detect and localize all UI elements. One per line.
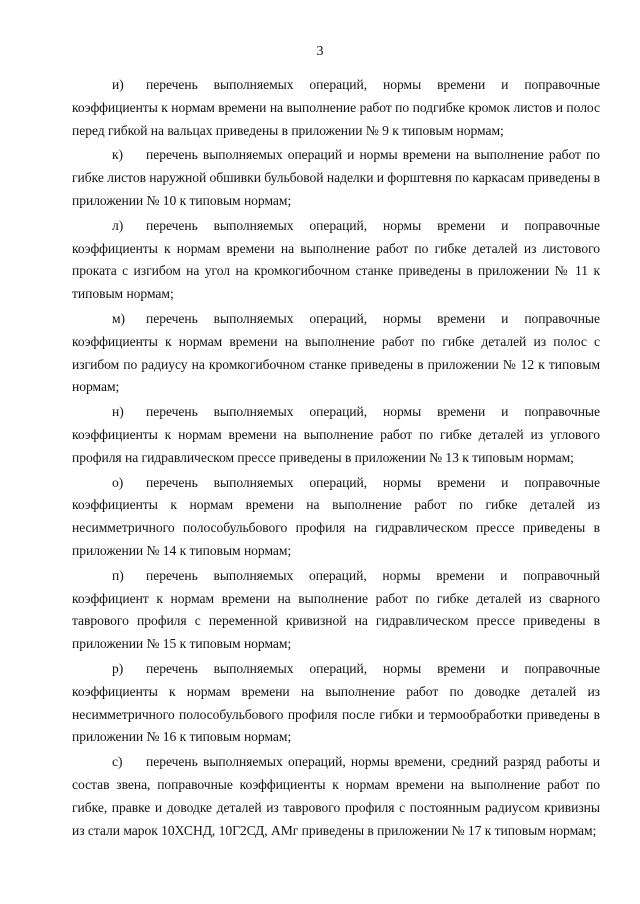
list-item <box>72 215 600 306</box>
list-item <box>72 472 600 563</box>
item-letter: п) <box>112 567 124 583</box>
list-item <box>72 74 600 142</box>
list-item <box>72 144 600 212</box>
item-letter: о) <box>112 474 124 490</box>
item-text: перечень выполняемых операций, нормы времени и поправочные коэффициенты к нормам времени на выполнение работ по гибке деталей из листового проката с изгибом на угол на кромкогибочном станке приведены в приложении № 11 к типовым нормам; <box>72 217 600 302</box>
item-letter: и) <box>112 77 124 92</box>
list-item <box>72 308 600 399</box>
item-letter: к) <box>112 147 124 163</box>
item-letter: м) <box>112 310 126 326</box>
page-number: 3 <box>316 44 324 59</box>
item-letter: н) <box>112 404 124 420</box>
list-item <box>72 401 600 469</box>
item-text: перечень выполняемых операций, нормы времени, средний разряд работы и состав звена, поправочные коэффициенты к нормам времени на выполнение работ по гибке, правке и доводке деталей из таврового профиля с постоянным радиусом кривизны из стали марок 10ХСНД, 10Г2СД, АМг приведены в приложении № 17 к типовым нормам; <box>72 754 600 838</box>
item-text: перечень выполняемых операций, нормы времени и поправочные коэффициенты к нормам времени на выполнение работ по гибке деталей из несимметричного полособульбового профиля на гидравлическом прессе приведены в приложении № 14 к типовым нормам; <box>72 474 600 558</box>
item-text: перечень выполняемых операций, нормы времени и поправочные коэффициенты к нормам времени на выполнение работ по подгибке кромок листов и полос перед гибкой на вальцах приведены в приложении № 9 к типовым нормам; <box>72 77 600 138</box>
item-text: перечень выполняемых операций, нормы времени и поправочный коэффициент к нормам времени на выполнение работ по гибке деталей из сварного таврового профиля с переменной кривизной на гидравлическом прессе приведены в приложении № 15 к типовым нормам; <box>72 567 600 652</box>
item-text: перечень выполняемых операций и нормы времени на выполнение работ по гибке листов наружной обшивки бульбовой наделки и форштевня по каркасам приведены в приложении № 10 к типовым нормам; <box>72 147 600 208</box>
item-text: перечень выполняемых операций, нормы времени и поправочные коэффициенты к нормам времени на выполнение работ по гибке деталей из углового профиля на гидравлическом прессе приведены в приложении № 13 к типовым нормам; <box>72 404 600 465</box>
list-item <box>72 658 600 749</box>
list-item <box>72 751 600 842</box>
item-letter: с) <box>112 754 123 770</box>
item-text: перечень выполняемых операций, нормы времени и поправочные коэффициенты к нормам времени на выполнение работ по доводке деталей из несимметричного полособульбового профиля после гибки и термообработки приведены в приложении № 16 к типовым нормам; <box>72 660 600 745</box>
item-letter: л) <box>112 217 124 233</box>
document-body <box>72 74 600 844</box>
list-item <box>72 565 600 656</box>
item-letter: р) <box>112 660 124 676</box>
item-text: перечень выполняемых операций, нормы времени и поправочные коэффициенты к нормам времени на выполнение работ по гибке деталей из полос с изгибом по радиусу на кромкогибочном станке приведены в приложении № 12 к типовым нормам; <box>72 310 600 395</box>
